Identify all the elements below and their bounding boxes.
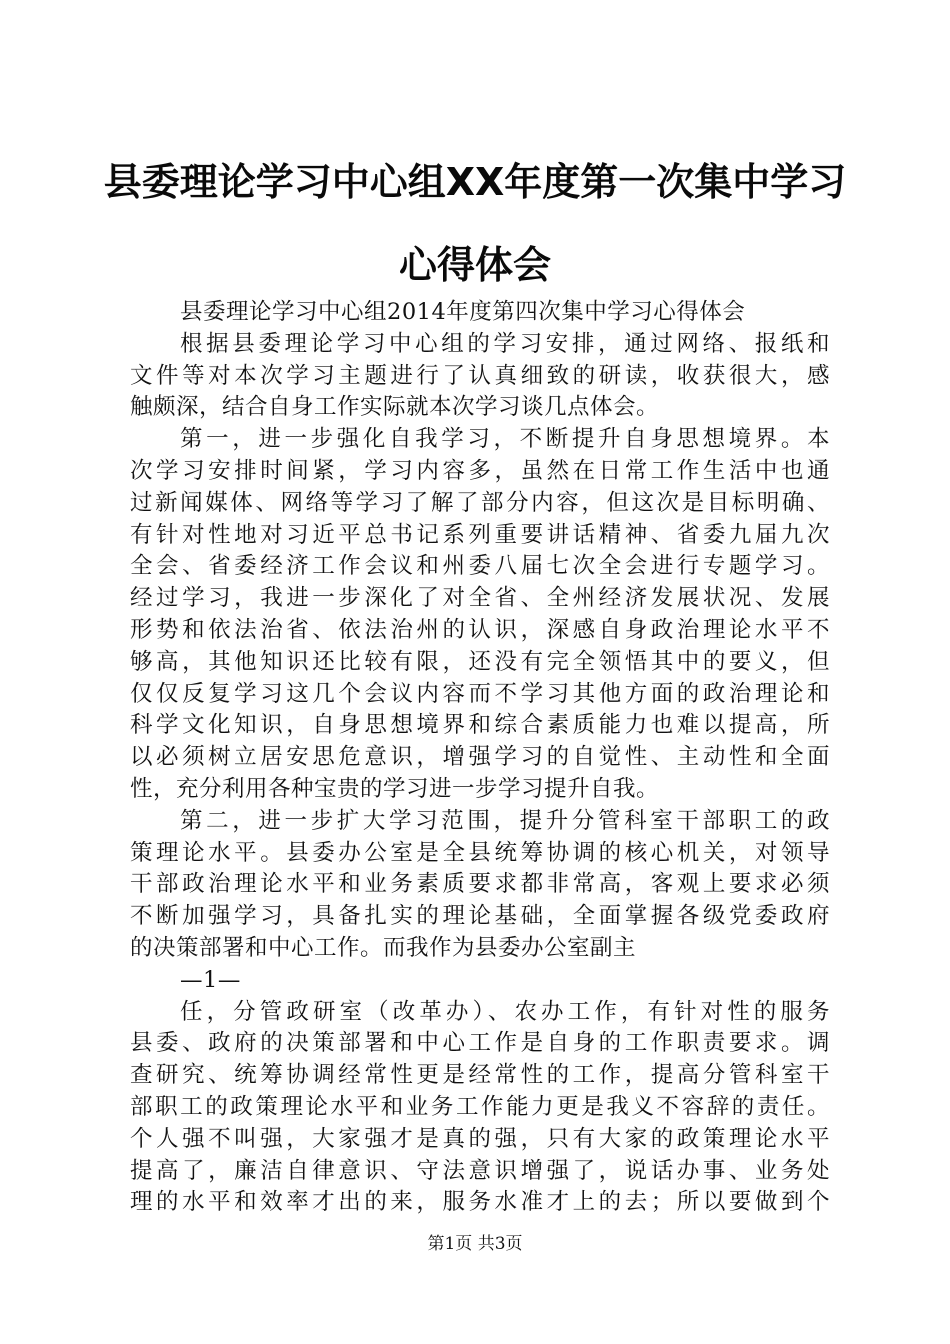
body-text-line: 够高，其他知识还比较有限，还没有完全领悟其中的要义，但 [130,648,830,675]
body-text-line: 第二，进一步扩大学习范围，提升分管科室干部职工的政 [180,807,830,834]
body-text-line: 任，分管政研室（改革办）、农办工作，有针对性的服务 [180,998,830,1025]
body-text-line: 根据县委理论学习中心组的学习安排，通过网络、报纸和 [180,330,830,357]
body-text-line: 全会、省委经济工作会议和州委八届七次全会进行专题学习。 [130,553,830,580]
body-text-line: 仅仅反复学习这几个会议内容而不学习其他方面的政治理论和 [130,680,830,707]
body-text-line: 经过学习，我进一步深化了对全省、全州经济发展状况、发展 [130,585,830,612]
body-text-line: —1— [180,966,241,993]
body-text-line: 的决策部署和中心工作。而我作为县委办公室副主 [130,934,637,961]
body-text-line: 不断加强学习，具备扎实的理论基础，全面掌握各级党委政府 [130,903,830,930]
body-text-line: 个人强不叫强，大家强才是真的强，只有大家的政策理论水平 [130,1125,830,1152]
body-text-line: 触颇深，结合自身工作实际就本次学习谈几点体会。 [130,394,660,421]
body-text-line: 第一，进一步强化自我学习，不断提升自身思想境界。本 [180,426,830,453]
body-text-line: 策理论水平。县委办公室是全县统筹协调的核心机关，对领导 [130,839,830,866]
body-text-line: 有针对性地对习近平总书记系列重要讲话精神、省委九届九次 [130,521,830,548]
body-text-line: 以必须树立居安思危意识，增强学习的自觉性、主动性和全面 [130,744,830,771]
body-text-line: 过新闻媒体、网络等学习了解了部分内容，但这次是目标明确、 [130,489,830,516]
body-text-line: 形势和依法治省、依法治州的认识，深感自身政治理论水平不 [130,616,830,643]
body-text-line: 次学习安排时间紧，学习内容多，虽然在日常工作生活中也通 [130,457,830,484]
body-text-line: 干部政治理论水平和业务素质要求都非常高，客观上要求必须 [130,871,830,898]
document-title-line-1: 县委理论学习中心组XX年度第一次集中学习 [103,160,847,204]
body-text-line: 部职工的政策理论水平和业务工作能力更是我义不容辞的责任。 [130,1093,830,1120]
body-text-line: 县委理论学习中心组2014年度第四次集中学习心得体会 [180,299,746,325]
body-text-line: 文件等对本次学习主题进行了认真细致的研读，收获很大，感 [130,362,830,389]
body-text-line: 提高了，廉洁自律意识、守法意识增强了，说话办事、业务处 [130,1157,830,1184]
document-body [130,297,830,1219]
body-text-line: 理的水平和效率才出的来，服务水准才上的去；所以要做到个 [130,1189,830,1216]
page-footer: 第1页 共3页 [427,1234,523,1254]
body-text-line: 性，充分利用各种宝贵的学习进一步学习提升自我。 [130,775,660,802]
body-text-line: 查研究、统筹协调经常性更是经常性的工作，提高分管科室干 [130,1062,830,1089]
body-text-line: 县委、政府的决策部署和中心工作是自身的工作职责要求。调 [130,1030,830,1057]
body-text-line: 科学文化知识，自身思想境界和综合素质能力也难以提高，所 [130,712,830,739]
document-title-line-2: 心得体会 [398,243,551,287]
